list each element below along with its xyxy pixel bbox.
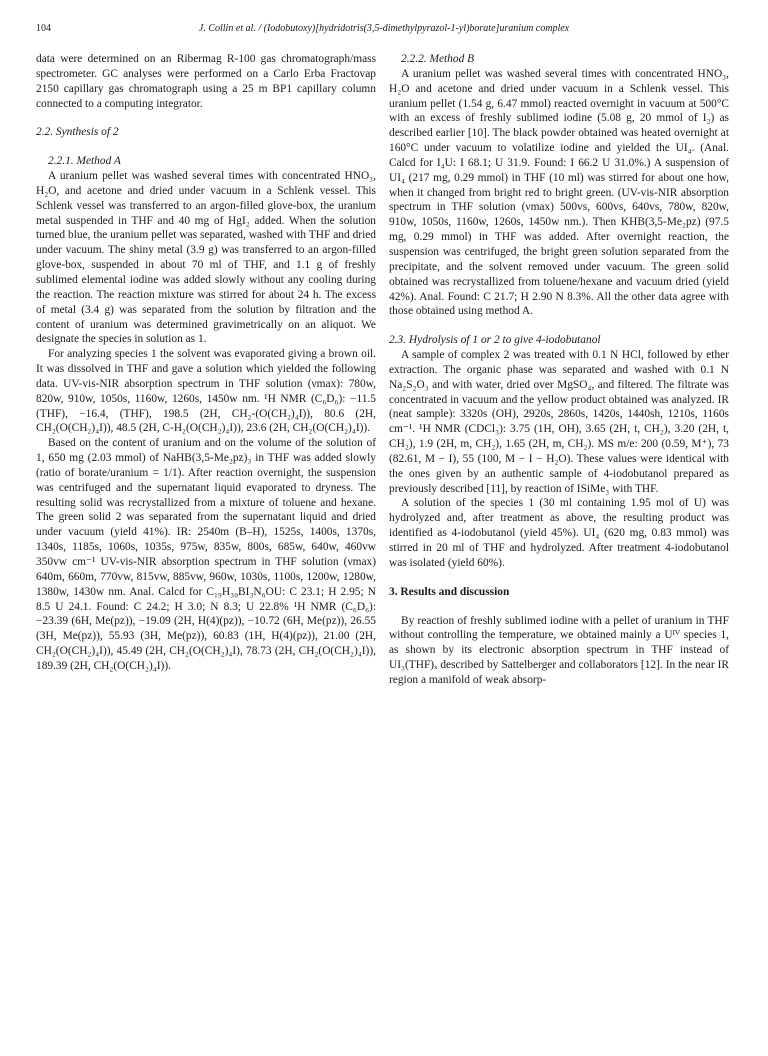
section-2-3-paragraph-1: A sample of complex 2 was treated with 0.1 N HCl, followed by ether extraction. The organic phase was separated and washed with 0.1 N Na₂S₂O₃ and with water, dried over MgSO₄, and filtered. The filtrate was concentrated in vacuum and the yellow product obtained was analyzed. IR (neat sample): 3320s (OH), 2920s, 2860s, 1420s, 1440sh, 1210s, 1160s cm⁻¹. ¹H NMR (CDCl₃): 3.75 (1H, OH), 3.65 (2H, t, CH₂), 3.20 (2H, t, CH₂), 1.9 (2H, m, CH₂), 1.65 (2H, m, CH₂). MS m/e: 200 (0.59, M⁺), 73 (82.61, M − I), 55 (100, M − I − H₂O). These values were identical with the ones given by an authentic sample of 4-iodobutanol prepared as previously described [11], by reaction of ISiMe₃ with THF. <box>389 349 729 495</box>
section-2-3-paragraph-2: A solution of the species 1 (30 ml containing 1.95 mol of U) was hydrolyzed and, after treatment as above, the resulting product was identified as 4-iodobutanol (yield 45%). UI₄ (620 mg, 0.83 mmol) was stirred in 20 ml of THF and hydrolyzed. After treatment 4-iodobutanol was isolated (yield 60%). <box>389 497 729 569</box>
page-header <box>36 22 732 38</box>
method-a-heading: 2.2.1. Method A <box>48 155 121 168</box>
section-2-3-heading: 2.3. Hydrolysis of 1 or 2 to give 4-iodobutanol <box>389 334 601 347</box>
running-title: J. Collin et al. / (Iodobutoxy)[hydridotris(3,5-dimethylpyrazol-1-yl)borate]uranium complex <box>198 23 570 34</box>
section-3-heading: 3. Results and discussion <box>389 585 510 598</box>
method-a-paragraph-2: For analyzing species 1 the solvent was evaporated giving a brown oil. It was dissolved in THF and gave a solution which yielded the following data. UV-vis-NIR absorption spectrum in THF solution (νmax): 780w, 820w, 910w, 1050s, 1160w, 1260s, 1450w nm. ¹H NMR (C₆D₆): −11.5 (THF), −16.4, (THF), 198.5 (2H, CH₂-(O(CH₂)₄I)), 80.6 (2H, CH₂(O(CH₂)₄I)), 48.5 (2H, C-H₂(O(CH₂)₄I)), 23.6 (2H, CH₂(O(CH₂)₄I)). <box>36 348 376 435</box>
method-b-paragraph-1: A uranium pellet was washed several times with concentrated HNO₃, H₂O and acetone and dried under vacuum in a Schlenk vessel. This uranium pellet (1.54 g, 6.47 mmol) reacted overnight in vacuum at 500°C with an excess of freshly sublimed iodine (5.08 g, 20 mmol of I₂) as described earlier [10]. The black powder obtained was heated overnight at 160°C under vacuum to volatilize iodine and yielded the UI₄. (Anal. Calcd for I₄U: I 68.1; U 31.9. Found: I 66.2 U 31.0%.) A suspension of UI₄ (217 mg, 0.29 mmol) in THF (10 ml) was stirred for about one how, when it changed from bright red to bright green. (UV-vis-NIR absorption spectrum in THF solution (νmax) 500vs, 600vs, 640vs, 780w, 820w, 910w, 1050s, 1160w, 1260s, 1450w nm.). Then KHB(3,5-Me₂pz) (97.5 mg, 0.29 mmol) in THF was added. After overnight reaction, the suspension was centrifuged, the bright green solution separated from the precipitate, and the solvent removed under vacuum. The green solid obtained was recrystallized from toluene/hexane and vacuum dried (yield 42%). Anal. Found: C 21.7; H 2.90 N 8.3%. All the other data agree with those obtained using method A. <box>389 67 729 318</box>
section-3-paragraph-1: By reaction of freshly sublimed iodine with a pellet of uranium in THF without controlling the temperature, we obtained mainly a Uᴵⱽ species 1, as shown by its electronic absorption spectrum in THF instead of UI₃(THF)ₓ described by Sattelberger and collaborators [12]. In the near IR region a manifold of weak absorp- <box>389 614 729 686</box>
intro-paragraph: data were determined on an Ribermag R-100 gas chromatograph/mass spectrometer. GC analyses were performed on a Carlo Erba Fractovap 2150 capillary gas chromatograph using a 25 m BP1 capillary column connected to a computing integrator. <box>36 53 376 110</box>
method-b-heading: 2.2.2. Method B <box>401 53 475 65</box>
method-a-paragraph-1: A uranium pellet was washed several times with concentrated HNO₃, H₂O, and acetone and dried under vacuum in a Schlenk vessel. This Schlenk vessel was transferred to an argon-filled glove-box, the uranium metal suspended in THF and 40 mg of HgI₂ added. When the solution turned blue, the uranium pellet was separated, washed with THF and dried under vacuum. The shiny metal (3.9 g) was transferred to an argon-filled glove-box, suspended in about 70 ml of THF, and 1.1 g of freshly sublimed elemental iodine was added slowly without any cooling during the reaction. The reaction mixture was stirred for about 24 h. The excess of metal (3.4 g) was separated from the solution by filtration and the content of uranium was determined gravimetrically on an aliquot. We designate the species in solution as 1. <box>36 170 376 346</box>
left-column <box>36 52 376 674</box>
page-number: 104 <box>36 23 51 34</box>
method-a-paragraph-3: Based on the content of uranium and on the volume of the solution of 1, 650 mg (2.03 mmol) of NaHB(3,5-Me₂pz)₃ in THF was added slowly (ratio of borate/uranium = 1/1). After reaction overnight, the suspension was centrifuged and the supernatant liquid evaporated to dryness. The resulting solid was recrystallized from a mixture of toluene and hexane. The green solid 2 was separated from the supernatant liquid and dried under vacuum (yield 41%). IR: 2540m (B–H), 1525s, 1400s, 1370s, 1340s, 1185s, 1060s, 1035s, 975w, 835w, 800s, 685w, 640w, 460vw 350vw cm⁻¹ UV-vis-NIR absorption spectrum in THF solution (νmax) 640m, 660m, 770vw, 815vw, 885vw, 960w, 1030s, 1100s, 1200w, 1280w, 1380w, 1430w nm. Anal. Calcd for C₁₉H₃₀BI₃N₆OU: C 23.1; H 2.95; N 8.5 U 24.1. Found: C 24.2; H 3.0; N 8.3; U 22.8% ¹H NMR (C₆D₆): −23.39 (6H, Me(pz)), −19.09 (2H, H(4)(pz)), −10.72 (6H, Me(pz)), 26.55 (3H, Me(pz)), 55.93 (3H, Me(pz)), 60.83 (1H, H(4)(pz)), 21.00 (2H, CH₂(O(CH₂)₄I)), 45.49 (2H, CH₂(O(CH₂)₄I), 78.73 (2H, CH₂(O(CH₂)₄I)), 189.39 (2H, CH₂(O(CH₂)₄I)). <box>36 437 376 672</box>
section-2-2-heading: 2.2. Synthesis of 2 <box>36 126 119 139</box>
right-column <box>389 52 729 688</box>
